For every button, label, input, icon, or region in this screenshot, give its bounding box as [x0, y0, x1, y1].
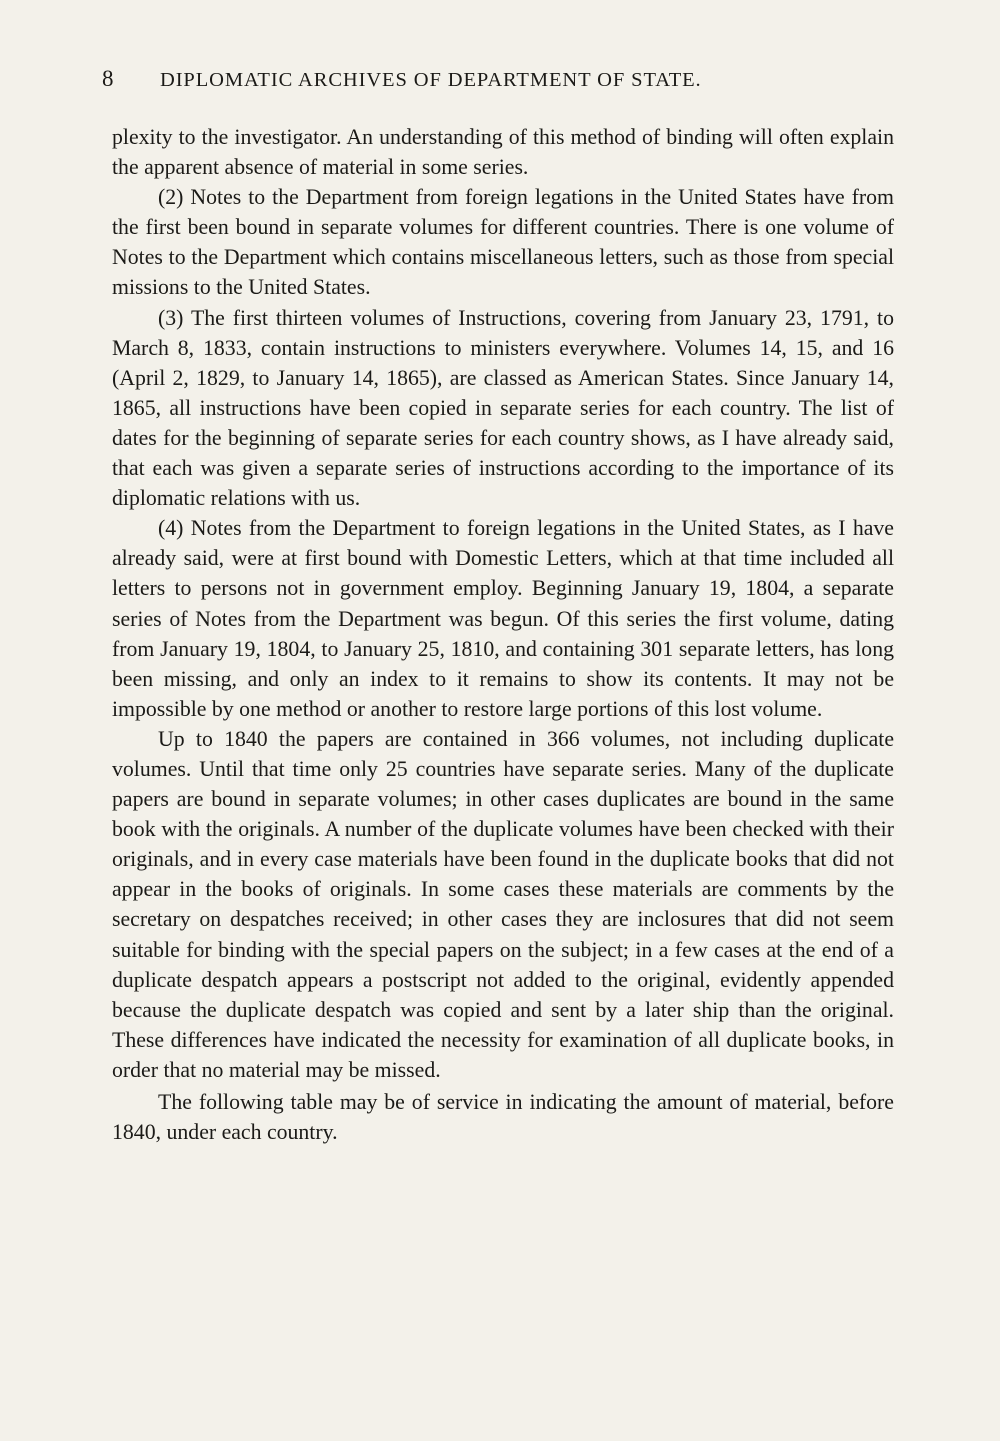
paragraph-notes-to-department: (2) Notes to the Department from foreign legations in the United States have from the first been bound in separate volumes for different countries. There is one volume of Notes to the Department which contains miscellaneous letters, such as those from special missions to the United States.	[112, 185, 894, 300]
paragraph-notes-from-department: (4) Notes from the Department to foreign legations in the United States, as I have already said, were at first bound with Domestic Letters, which at that time included all letters to persons not in government employ. Beginning January 19, 1804, a separate series of Notes from the Department was begun. Of this series the first volume, dating from January 19, 1804, to January 25, 1810, and containing 301 separate letters, has long been missing, and only an index to it remains to show its contents. It may not be impossible by one method or another to restore large portions of this lost volume.	[112, 516, 894, 721]
paragraph-duplicate-volumes: Up to 1840 the papers are contained in 366 volumes, not including duplicate volumes. Until that time only 25 countries have separate series. Many of the duplicate papers are bound in separate volumes; in other cases duplicates are bound in the same book with the originals. A number of the duplicate volumes have been checked with their originals, and in every case materials have been found in the duplicate books that did not appear in the books of originals. In some cases these materials are comments by the secretary on despatches received; in other cases they are inclosures that did not seem suitable for binding with the special papers on the subject; in a few cases at the end of a duplicate despatch appears a postscript not added to the original, evidently appended because the duplicate despatch was copied and sent by a later ship than the original. These differences have indicated the necessity for examination of all duplicate books, in order that no material may be missed.	[112, 726, 894, 1082]
running-head	[102, 66, 896, 92]
body-text	[112, 122, 894, 1147]
paragraph-table-intro: The following table may be of service in indicating the amount of material, before 1840, under each country.	[112, 1090, 894, 1145]
page-number: 8	[102, 66, 115, 91]
running-title: DIPLOMATIC ARCHIVES OF DEPARTMENT OF STATE.	[160, 69, 702, 91]
paragraph-continuation: plexity to the investigator. An understanding of this method of binding will often explain the apparent absence of material in some series.	[112, 125, 894, 180]
paragraph-instructions: (3) The first thirteen volumes of Instructions, covering from January 23, 1791, to March 8, 1833, contain instructions to ministers everywhere. Volumes 14, 15, and 16 (April 2, 1829, to January 14, 1865), are classed as American States. Since January 14, 1865, all instructions have been copied in separate series for each country. The list of dates for the beginning of separate series for each country shows, as I have already said, that each was given a separate series of instructions according to the importance of its diplomatic relations with us.	[112, 305, 894, 511]
